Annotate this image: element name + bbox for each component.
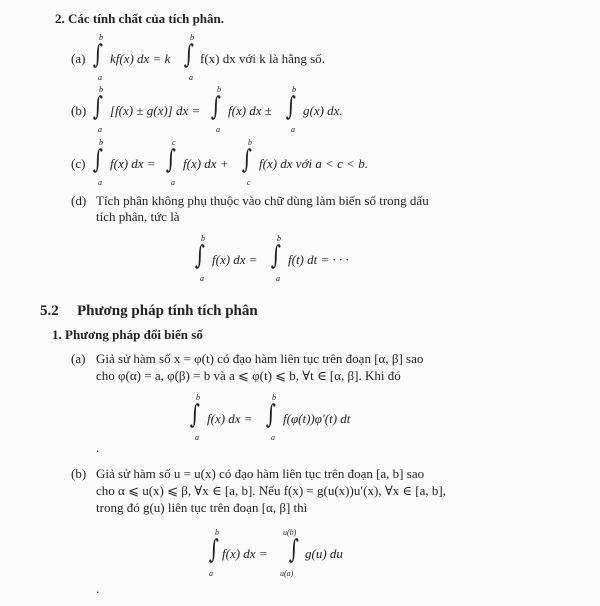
integral-sign: ∫	[189, 400, 200, 430]
integral-sign: ∫	[241, 145, 252, 175]
upper-limit: b	[277, 234, 281, 243]
sub-b-text: trong đó g(u) liên tục trên đoạn [α, β] thì	[96, 500, 308, 515]
lower-limit: a	[200, 274, 204, 283]
upper-limit: b	[201, 234, 205, 243]
sub-b-text: Giả sử hàm số u = u(x) có đạo hàm liên tục trên đoạn [a, b] sao	[96, 466, 425, 481]
item-c-label: (c)	[71, 156, 86, 171]
upper-limit: u(b)	[283, 528, 297, 537]
integral-sign: ∫	[165, 145, 176, 175]
lower-limit: a	[271, 433, 275, 442]
lower-limit: a	[195, 433, 199, 442]
formula-part: f(x) dx với k là hằng số.	[200, 51, 325, 66]
formula-part: f(x) dx =	[110, 156, 156, 171]
sub-a-text: cho φ(α) = a, φ(β) = b và a ⩽ φ(t) ⩽ b, ∀t ∈ [α, β]. Khi đó	[96, 368, 401, 383]
integral-sign: ∫	[270, 241, 281, 271]
formula-part: f(x) dx =	[207, 411, 253, 426]
upper-limit: b	[292, 85, 296, 94]
formula-part: g(x) dx.	[303, 103, 343, 118]
lower-limit: a	[189, 73, 193, 82]
upper-limit: b	[190, 33, 194, 42]
integral-sign: ∫	[92, 145, 103, 175]
sub-a-text: Giả sử hàm số x = φ(t) có đạo hàm liên tục trên đoạn [α, β] sao	[96, 351, 424, 366]
lower-limit: a	[98, 125, 102, 134]
formula-part: f(x) dx ±	[228, 103, 272, 118]
upper-limit: b	[99, 138, 103, 147]
lower-limit: a	[209, 569, 213, 578]
formula-part: [f(x) ± g(x)] dx =	[110, 103, 201, 118]
lower-limit: c	[247, 178, 251, 187]
upper-limit: b	[99, 85, 103, 94]
sub-b-text: cho α ⩽ u(x) ⩽ β, ∀x ∈ [a, b]. Nếu f(x) = g(u(x))u′(x), ∀x ∈ [a, b],	[96, 483, 446, 498]
integral-sign: ∫	[194, 241, 205, 271]
formula-part: f(t) dt = · · ·	[288, 252, 349, 267]
upper-limit: b	[248, 138, 252, 147]
lower-limit: a	[216, 125, 220, 134]
item-b-label: (b)	[71, 103, 87, 118]
upper-limit: b	[215, 528, 219, 537]
formula-part: f(x) dx +	[183, 156, 229, 171]
lower-limit: a	[276, 274, 280, 283]
integral-sign: ∫	[288, 535, 299, 565]
upper-limit: b	[99, 33, 103, 42]
end-dot: .	[96, 440, 100, 455]
section-number: 5.2	[40, 303, 59, 319]
lower-limit: u(a)	[280, 569, 294, 578]
item-d-text: Tích phân không phụ thuộc vào chữ dùng làm biến số trong dấu	[96, 193, 429, 208]
upper-limit: b	[217, 85, 221, 94]
subsection-heading: 1. Phương pháp đổi biến số	[52, 327, 203, 342]
sub-a-label: (a)	[71, 351, 86, 366]
item-a-label: (a)	[71, 51, 86, 66]
formula-part: f(x) dx với a < c < b.	[259, 156, 368, 171]
integral-sign: ∫	[92, 40, 103, 70]
integral-sign: ∫	[92, 92, 103, 122]
item-d-text: tích phân, tức là	[96, 209, 180, 224]
integral-sign: ∫	[285, 92, 296, 122]
integral-sign: ∫	[183, 40, 194, 70]
section-title: Phương pháp tính tích phân	[77, 303, 258, 319]
upper-limit: b	[272, 393, 276, 402]
upper-limit: c	[172, 138, 176, 147]
properties-heading: 2. Các tính chất của tích phân.	[55, 11, 225, 26]
item-d-label: (d)	[71, 193, 87, 208]
integral-sign: ∫	[265, 400, 276, 430]
formula-part: kf(x) dx = k	[110, 51, 171, 66]
lower-limit: a	[171, 178, 175, 187]
integral-sign: ∫	[208, 535, 219, 565]
formula-part: f(φ(t))φ′(t) dt	[283, 411, 351, 426]
lower-limit: a	[98, 73, 102, 82]
end-dot: .	[96, 581, 100, 596]
formula-part: f(x) dx =	[212, 252, 258, 267]
upper-limit: b	[196, 393, 200, 402]
lower-limit: a	[291, 125, 295, 134]
formula-part: g(u) du	[305, 546, 343, 561]
formula-part: f(x) dx =	[222, 546, 268, 561]
lower-limit: a	[98, 178, 102, 187]
sub-b-label: (b)	[71, 466, 87, 481]
integral-sign: ∫	[210, 92, 221, 122]
